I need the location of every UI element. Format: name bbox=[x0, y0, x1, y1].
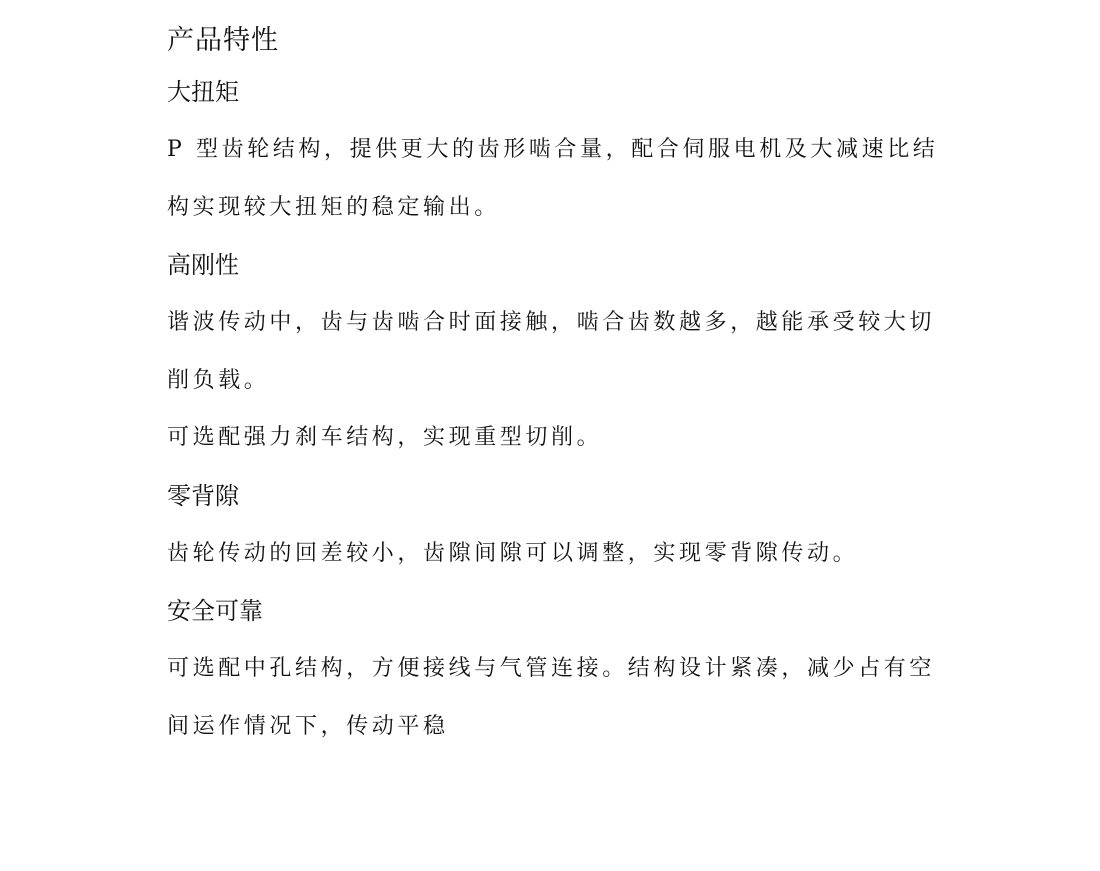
section-heading: 大扭矩 bbox=[167, 78, 239, 106]
section-heading: 零背隙 bbox=[167, 481, 239, 510]
section-heading: 安全可靠 bbox=[167, 597, 263, 625]
section-paragraph: 谐波传动中，齿与齿啮合时面接触，啮合齿数越多，越能承受较大切削负载。 bbox=[167, 310, 936, 393]
section-high-torque bbox=[167, 63, 1100, 236]
section-paragraph: 可选配中孔结构，方便接线与气管连接。结构设计紧凑，减少占有空间运作情况下，传动平稳 bbox=[167, 656, 936, 739]
section-paragraph: P 型齿轮结构，提供更大的齿形啮合量，配合伺服电机及大减速比结构实现较大扭矩的稳定输出。 bbox=[167, 137, 939, 220]
section-paragraph: 齿轮传动的回差较小，齿隙间隙可以调整，实现零背隙传动。 bbox=[167, 540, 859, 566]
section-zero-backlash bbox=[167, 467, 1100, 583]
section-safe-reliable bbox=[167, 582, 1100, 755]
section-high-rigidity bbox=[167, 236, 1100, 467]
section-paragraph: 可选配强力刹车结构，实现重型切削。 bbox=[167, 425, 603, 450]
section-heading: 高刚性 bbox=[167, 251, 239, 279]
page-title: 产品特性 bbox=[167, 25, 279, 56]
